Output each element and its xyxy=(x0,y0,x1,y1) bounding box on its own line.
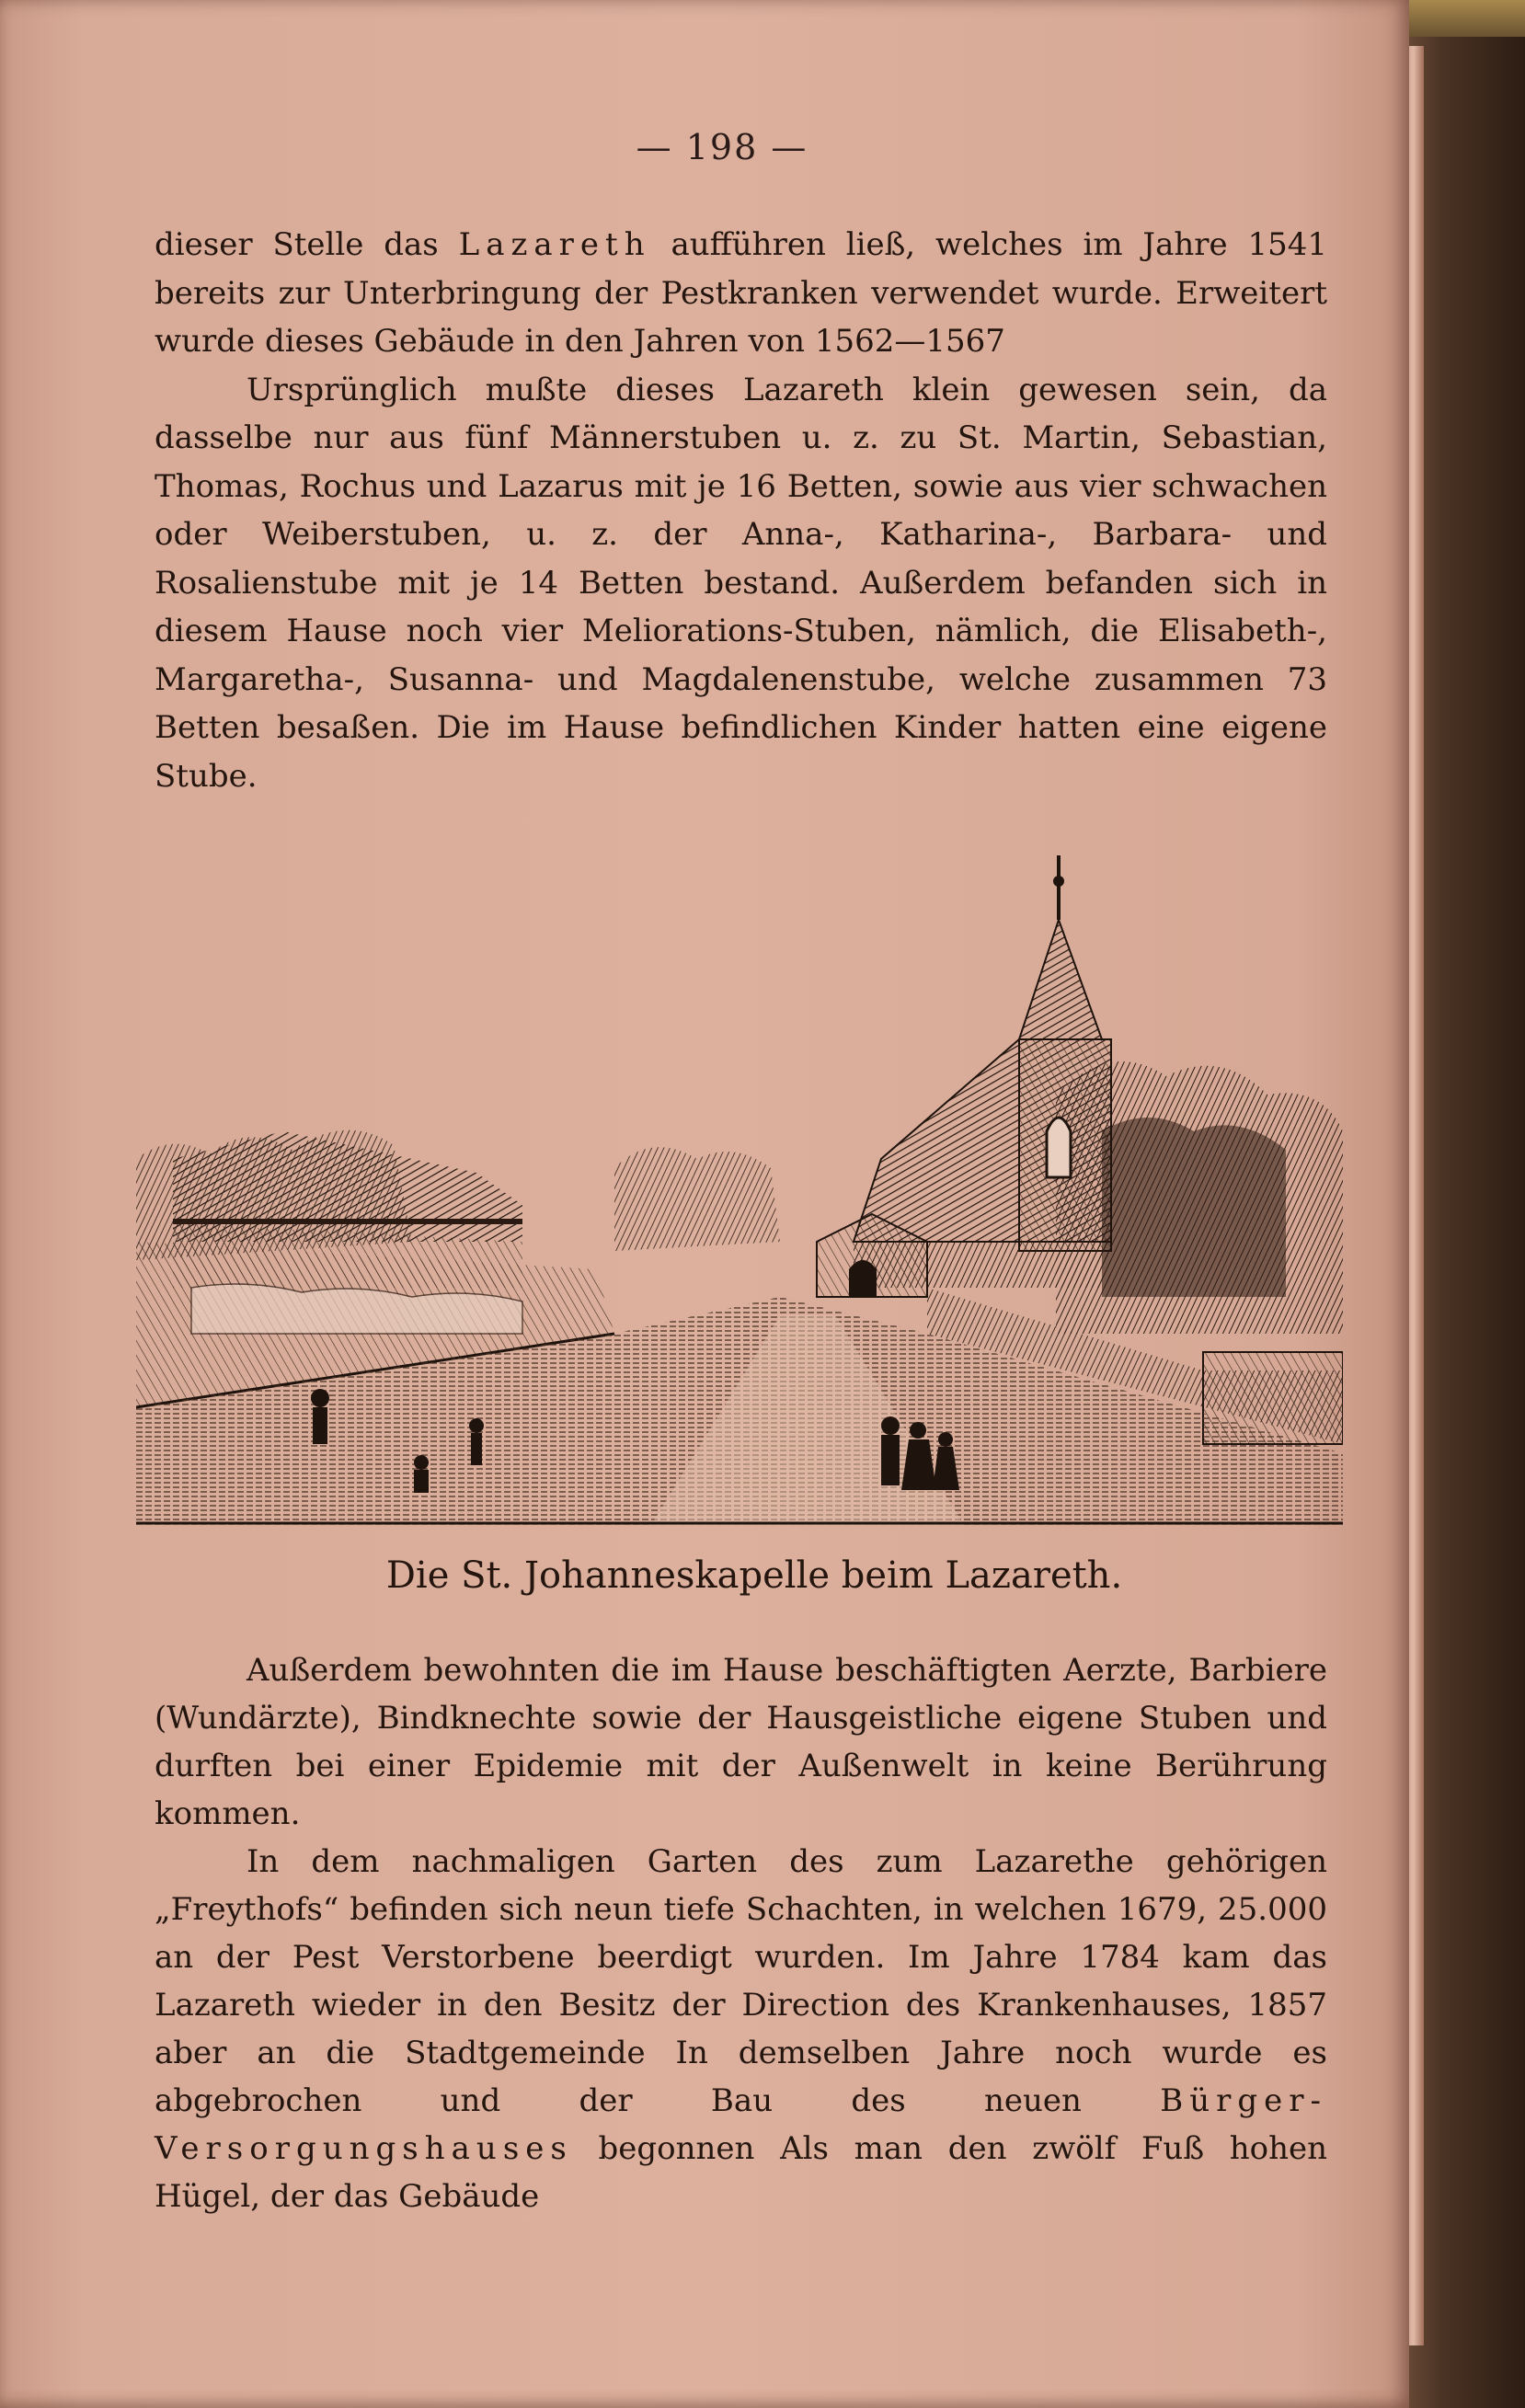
paragraph-1 xyxy=(155,221,1327,366)
paragraph-2: Ursprünglich mußte dieses Lazareth klein gewesen sein, da dasselbe nur aus fünf Männerstuben u. z. zu St. Martin, Sebastian, Thomas, Rochus und Lazarus mit je 16 Betten, sowie aus vier schwachen oder Weiberstuben, u. z. der Anna-, Katharina-, Barbara- und Rosalienstube mit je 14 Betten bestand. Außerdem befanden sich in diesem Hause noch vier Meliorations-Stuben, nämlich, die Elisabeth-, Margaretha-, Susanna- und Magdalenenstube, welche zusammen 73 Betten besaßen. Die im Hause befindlichen Kinder hatten eine eigene Stube. xyxy=(155,371,1327,795)
paragraph-1-part-1: dieser Stelle das xyxy=(155,226,459,263)
paragraph-4 xyxy=(155,1838,1327,2220)
page-number: — 198 — xyxy=(636,127,808,167)
church-engraving-illustration xyxy=(136,855,1343,1525)
paragraph-1-part-2: aufführen ließ, welches im Jahre 1541 bereits zur Unterbringung der Pestkranken verwendet wurde. Erweitert wurde dieses Gebäude in den Jahren von 1562—1567 xyxy=(155,226,1328,360)
text-block-top xyxy=(155,221,1327,800)
figure-caption: Die St. Johanneskapelle beim Lazareth. xyxy=(385,1554,1123,1597)
text-block-bottom xyxy=(155,1646,1327,2220)
paragraph-4-part-2: begonnen Als man den zwölf Fuß hohen Hügel, der das Gebäude xyxy=(155,2130,1327,2215)
paragraph-1-emphasis: Lazareth xyxy=(458,226,651,263)
paragraph-3: Außerdem bewohnten die im Hause beschäftigten Aerzte, Barbiere (Wundärzte), Bindknechte sowie der Hausgeistliche eigene Stuben und durften bei einer Epidemie mit der Außenwelt in keine Berührung kommen. xyxy=(155,1652,1327,1832)
st-johannes-chapel xyxy=(854,855,1111,1288)
binding-gold-trim xyxy=(1396,0,1525,37)
paragraph-4-emphasis: Bürger-Versorgungshauses xyxy=(155,2082,1327,2167)
paragraph-4-part-1: In dem nachmaligen Garten des zum Lazarethe gehörigen „Freythofs“ befinden sich neun tiefe Schachten, in welchen 1679, 25.000 an der Pest Verstorbene beerdigt wurden. Im Jahre 1784 kam das Lazareth wieder in den Besitz der Direction des Krankenhauses, 1857 aber an die Stadtgemeinde In demselben Jahre noch wurde es abgebrochen und der Bau des neuen xyxy=(155,1843,1327,2119)
